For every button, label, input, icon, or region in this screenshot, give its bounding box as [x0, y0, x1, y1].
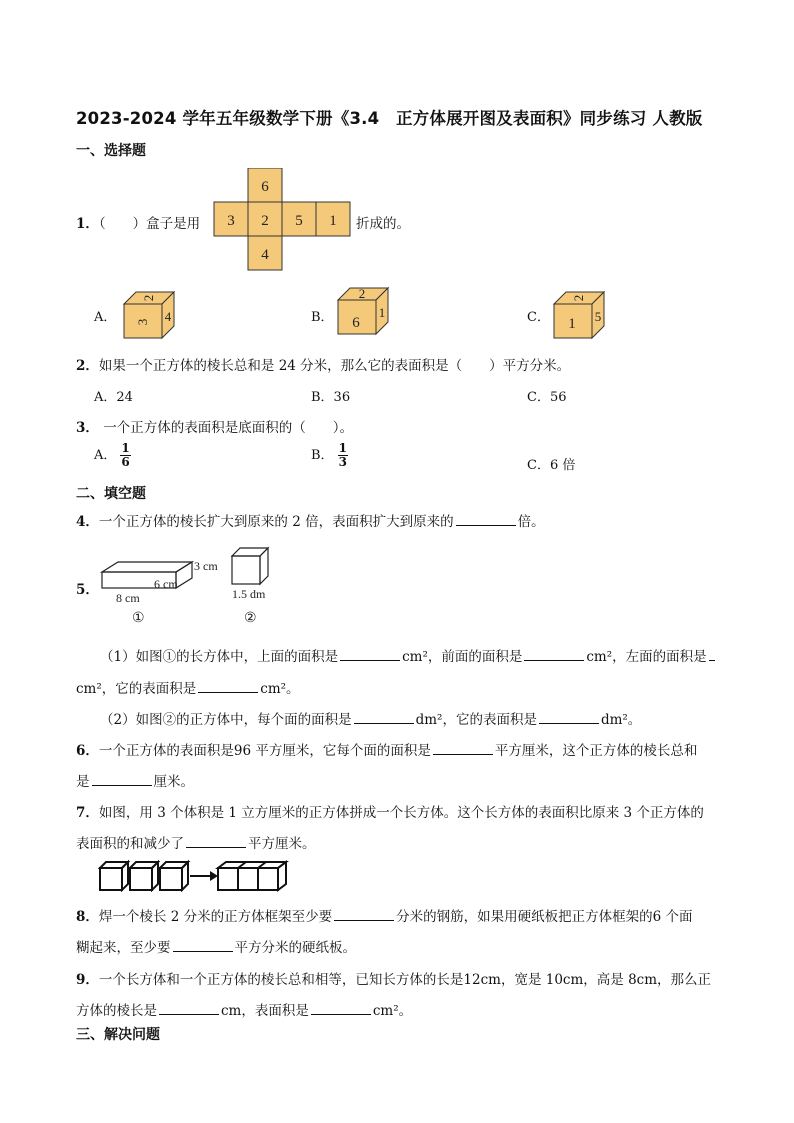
cube-label: 4 — [164, 309, 172, 324]
question-8-line1 — [76, 905, 692, 925]
question-4-text — [76, 510, 545, 530]
answer-blank[interactable] — [334, 907, 394, 921]
arrow-head — [210, 871, 218, 881]
q2-option-b[interactable]: B．36 — [311, 390, 351, 405]
question-text: 一个长方体和一个正方体的棱长总和相等，已知长方体的长是12cm，宽是 10cm，高是 8cm，那么正 — [98, 972, 712, 988]
fraction-numerator: 1 — [121, 441, 130, 455]
question-text: cm²，左面的面积是 — [586, 649, 707, 665]
section-heading-solve: 三、解决问题 — [76, 1027, 160, 1043]
q2-option-a[interactable]: A．24 — [94, 390, 133, 405]
answer-blank[interactable] — [456, 512, 516, 526]
question-text: cm²。 — [372, 1003, 413, 1019]
question-2-text — [76, 354, 570, 374]
question-number: 4． — [76, 514, 99, 530]
net-label: 2 — [261, 213, 269, 229]
question-text: dm²。 — [600, 712, 642, 728]
cube-1 — [100, 862, 128, 890]
question-text: （1）如图①的长方体中，上面的面积是 — [100, 649, 339, 665]
cube-label: 2 — [141, 294, 156, 302]
question-1-tail: 折成的。 — [356, 216, 410, 232]
answer-blank[interactable] — [198, 679, 258, 693]
q3-option-b[interactable] — [311, 442, 348, 469]
question-number: 7． — [76, 805, 99, 821]
option-label: B． — [311, 448, 334, 463]
question-8-line2 — [76, 936, 356, 956]
net-label: 1 — [329, 213, 337, 229]
cubes-combine-figure — [98, 858, 294, 892]
question-text: 焊一个棱长 2 分米的正方体框架至少要 — [98, 909, 333, 925]
combined-cuboid — [218, 862, 286, 890]
section-heading-choice: 一、选择题 — [76, 143, 146, 159]
answer-blank[interactable] — [173, 938, 233, 952]
answer-blank[interactable] — [159, 1001, 219, 1015]
answer-blank[interactable] — [354, 710, 414, 724]
cube-label: 2 — [358, 286, 366, 301]
net-label: 5 — [295, 213, 303, 229]
option-a-label[interactable]: A． — [94, 310, 117, 325]
question-text: 厘米。 — [153, 774, 194, 790]
option-c-cube[interactable] — [552, 290, 608, 340]
cube-label: 6 — [352, 315, 360, 331]
option-b-cube[interactable] — [336, 286, 392, 336]
question-number: 5． — [76, 582, 99, 598]
cuboid-length: 8 cm — [116, 591, 140, 605]
figure-1-label: ① — [132, 611, 145, 626]
question-number: 3． — [76, 420, 99, 436]
cube-label: 1 — [568, 316, 576, 332]
question-text: 平方厘米，这个正方体的棱长总和 — [494, 743, 698, 759]
cuboid-height: 3 cm — [194, 559, 218, 573]
question-text: 分米的钢筋，如果用硬纸板把正方体框架的6 个面 — [396, 909, 693, 925]
cube-figure — [232, 548, 268, 584]
question-9-line1 — [76, 968, 711, 988]
question-text: 一个正方体的棱长扩大到原来的 2 倍，表面积扩大到原来的 — [98, 514, 454, 530]
net-label: 3 — [227, 213, 235, 229]
question-text: 倍。 — [517, 514, 545, 530]
cuboid-width-label: 6 cm — [154, 577, 178, 591]
question-number: 2． — [76, 358, 99, 374]
fraction — [120, 442, 130, 469]
fraction-numerator: 1 — [338, 441, 347, 455]
option-a-cube[interactable] — [122, 290, 178, 340]
question-9-line2 — [76, 999, 412, 1019]
cube-3 — [160, 862, 188, 890]
question-text: 表面积的和减少了 — [76, 836, 184, 852]
q3-option-c[interactable]: C．6 倍 — [527, 458, 576, 473]
figure-2-label: ② — [244, 611, 257, 626]
cube-label: 5 — [594, 309, 602, 324]
question-text: cm²。 — [260, 681, 300, 697]
answer-blank[interactable] — [539, 710, 599, 724]
question-3-text — [76, 416, 353, 436]
fraction — [338, 442, 348, 469]
answer-blank[interactable] — [92, 772, 152, 786]
cube-label: 3 — [135, 318, 150, 326]
q2-option-c[interactable]: C．56 — [527, 390, 567, 405]
question-text: 是 — [76, 774, 90, 790]
question-number: 6． — [76, 743, 99, 759]
question-text: 平方厘米。 — [248, 836, 316, 852]
question-6-line1 — [76, 739, 697, 759]
answer-blank[interactable] — [524, 647, 584, 661]
answer-blank[interactable] — [709, 647, 715, 661]
question-number: 9． — [76, 972, 99, 988]
question-text: 盒子是用 — [146, 216, 201, 232]
option-b-label[interactable]: B． — [311, 310, 334, 325]
question-text: cm²，它的表面积是 — [76, 681, 197, 697]
question-text: dm²，它的表面积是 — [415, 712, 537, 728]
question-text: cm，表面积是 — [221, 1003, 309, 1019]
answer-blank[interactable] — [311, 1001, 371, 1015]
question-7-line2 — [76, 832, 316, 852]
question-text: 平方分米的硬纸板。 — [234, 940, 356, 956]
cuboid-figure — [102, 562, 192, 588]
question-text: 一个正方体的表面积是底面积的（ ）。 — [98, 420, 353, 436]
cube-label: 2 — [571, 294, 586, 302]
question-text: 方体的棱长是 — [76, 1003, 157, 1019]
q5-part-1-line1 — [100, 645, 717, 665]
page-title: 2023-2024 学年五年级数学下册《3.4 正方体展开图及表面积》同步练习 人教版 — [76, 109, 703, 128]
fraction-denominator: 6 — [121, 455, 130, 469]
question-text: cm²，前面的面积是 — [402, 649, 523, 665]
fraction-denominator: 3 — [338, 455, 347, 469]
answer-blank[interactable] — [186, 834, 246, 848]
question-text: 如图，用 3 个体积是 1 立方厘米的正方体拼成一个长方体。这个长方体的表面积比原来 3 个正方体的 — [98, 805, 704, 821]
q5-part-1-line2 — [76, 677, 300, 697]
answer-blank[interactable] — [433, 741, 493, 755]
option-label: A． — [94, 448, 117, 463]
question-text: 糊起来，至少要 — [76, 940, 171, 956]
q3-option-a[interactable] — [94, 442, 131, 469]
cube-label: 1 — [378, 305, 386, 320]
question-7-line1 — [76, 801, 704, 821]
answer-paren: （ ） — [98, 216, 147, 232]
cube-2 — [130, 862, 158, 890]
question-text: 一个正方体的表面积是96 平方厘米，它每个面的面积是 — [98, 743, 431, 759]
q5-figures — [96, 544, 286, 628]
section-heading-fill: 二、填空题 — [76, 486, 146, 502]
question-text: 如果一个正方体的棱长总和是 24 分米，那么它的表面积是（ ）平方分米。 — [98, 358, 571, 374]
question-number: 8． — [76, 909, 99, 925]
answer-blank[interactable] — [340, 647, 400, 661]
net-label: 6 — [261, 179, 269, 195]
question-1-text — [76, 212, 200, 232]
cube-edge: 1.5 dm — [232, 587, 266, 601]
option-c-label[interactable]: C． — [527, 310, 550, 325]
question-6-line2 — [76, 770, 194, 790]
cube-net-figure — [212, 168, 352, 272]
q5-part-2 — [100, 708, 641, 728]
net-label: 4 — [261, 247, 269, 263]
question-number: 1． — [76, 216, 99, 232]
question-text: （2）如图②的正方体中，每个面的面积是 — [100, 712, 352, 728]
